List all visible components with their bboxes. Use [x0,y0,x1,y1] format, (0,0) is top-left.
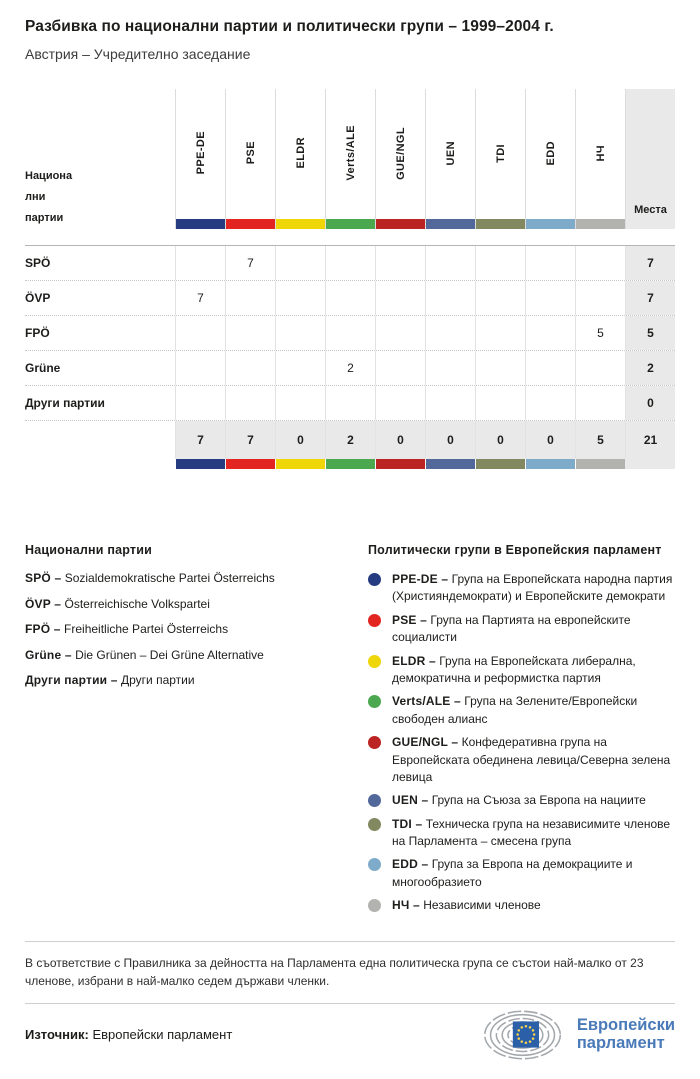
totals-seats-cell: 21 [625,421,675,459]
value-cell [425,281,475,315]
value-cell: 7 [225,246,275,280]
strip-seats-cell [625,459,675,469]
column-color-bar [326,219,375,229]
value-cell [175,246,225,280]
strip-color-cell [175,459,225,469]
national-party-abbr: Grüne – [25,647,72,662]
strip-color-cell [475,459,525,469]
national-party-name: Österreichische Volkspartei [64,596,210,611]
column-header-label: PPE-DE [194,131,207,175]
row-header-line: Национа [25,170,73,182]
group-name: Техническа група на независимите членове на Парламента – смесена група [392,816,671,849]
value-cell [275,246,325,280]
column-header [175,89,225,229]
group-abbr: НЧ – [392,898,420,913]
value-cell [425,386,475,420]
value-cell [475,281,525,315]
group-name: Група на Европейската народна партия (Християндемократи) и Европейските демократи [392,572,673,604]
party-name-cell: FPÖ [25,326,50,340]
table-totals-row [25,420,675,459]
political-group-item [368,792,675,809]
seats-column-header [625,89,675,229]
political-group-item [368,856,675,891]
strip-color-cell [325,459,375,469]
value-cell [175,351,225,385]
value-cell [525,351,575,385]
totals-value-cell: 2 [325,421,375,459]
group-description [392,693,675,728]
value-cell [475,386,525,420]
national-parties-legend [25,543,368,921]
column-header-label: UEN [444,140,457,166]
source-value: Европейски парламент [92,1027,233,1043]
value-cell: 5 [575,316,625,350]
column-header-label-wrap [526,89,575,217]
column-color-bar [476,219,525,229]
column-header-label-wrap [576,89,625,217]
national-party-item [25,597,368,613]
value-cell [375,386,425,420]
column-header [425,89,475,229]
value-cell [275,351,325,385]
political-group-item [368,816,675,851]
strip-color-cell [275,459,325,469]
value-cell [525,246,575,280]
page-title: Разбивка по национални партии и политически групи – 1999–2004 г. [25,18,554,35]
value-cell: 2 [325,351,375,385]
totals-value-cell: 0 [375,421,425,459]
totals-value-cell: 0 [525,421,575,459]
group-color-dot [368,794,381,807]
seats-cell: 7 [625,246,675,280]
value-cell [425,316,475,350]
totals-value-cell: 0 [475,421,525,459]
column-header-label: EDD [544,140,557,166]
value-cell [275,316,325,350]
legends-section [25,543,675,921]
column-color-bar [576,219,625,229]
column-header-label: ELDR [294,137,307,169]
national-party-item [25,648,368,664]
value-cell [175,316,225,350]
group-description [392,792,646,809]
table-body [25,246,675,420]
group-color-dot [368,899,381,912]
value-cell [375,281,425,315]
column-header [575,89,625,229]
value-cell [475,246,525,280]
seats-cell: 2 [625,351,675,385]
value-cell [275,386,325,420]
seats-cell: 5 [625,316,675,350]
value-cell: 7 [175,281,225,315]
seats-header-label: Места [634,204,667,216]
table-header-row [25,89,675,246]
value-cell [475,316,525,350]
group-abbr: PPE-DE – [392,572,449,586]
column-header-label-wrap [376,89,425,217]
group-color-dot [368,858,381,871]
seats-cell: 7 [625,281,675,315]
european-parliament-logo [477,1008,675,1062]
group-abbr: Verts/ALE – [392,694,461,709]
column-color-bar [276,219,325,229]
group-abbr: UEN – [392,793,429,808]
totals-value-cell: 0 [425,421,475,459]
hemicycle-icon [477,1008,569,1062]
totals-value-cell: 0 [275,421,325,459]
row-header-line: лни [25,191,46,203]
column-header-label-wrap [226,89,275,217]
row-header-line: партии [25,212,64,224]
group-description [392,816,675,851]
value-cell [525,281,575,315]
national-party-name: Freiheitliche Partei Österreichs [64,622,229,637]
value-cell [425,246,475,280]
group-name: Група на Европейската либерална, демократична и реформистка партия [392,653,636,685]
seats-table [25,89,675,469]
column-header [525,89,575,229]
party-name-cell: Grüne [25,361,61,375]
value-cell [375,316,425,350]
table-row-header [25,89,175,245]
national-party-name: Sozialdemokratische Partei Österreichs [64,571,275,585]
group-description [392,856,675,891]
strip-color-cell [525,459,575,469]
party-name-cell: Други партии [25,396,105,410]
source-row [25,1008,675,1062]
value-cell [575,281,625,315]
group-name: Независими членове [423,898,541,913]
group-abbr: PSE – [392,612,428,627]
group-color-dot [368,736,381,749]
national-party-abbr: SPÖ – [25,571,62,585]
column-color-bar [376,219,425,229]
political-group-item [368,734,675,786]
strip-color-cell [225,459,275,469]
group-name: Група за Европа на демокрациите и многообразието [392,857,633,889]
value-cell [525,386,575,420]
column-header-label-wrap [426,89,475,217]
national-party-abbr: ÖVP – [25,596,62,611]
group-color-dot [368,695,381,708]
table-row [25,385,675,420]
group-description [392,734,675,786]
party-name-cell: ÖVP [25,291,51,305]
group-color-dot [368,655,381,668]
logo-line-1: Европейски [576,1016,675,1035]
value-cell [175,386,225,420]
column-header-label-wrap [176,89,225,217]
source-line [25,1027,232,1042]
column-header-label-wrap [326,89,375,217]
value-cell [575,386,625,420]
value-cell [475,351,525,385]
column-color-bar [526,219,575,229]
strip-color-cell [375,459,425,469]
value-cell [325,386,375,420]
seats-cell: 0 [625,386,675,420]
national-party-item [25,571,368,587]
group-color-dot [368,614,381,627]
value-cell [225,386,275,420]
column-header [475,89,525,229]
column-header-label-wrap [476,89,525,217]
footer [25,941,675,1062]
political-group-item [368,571,675,606]
national-party-item [25,673,368,689]
value-cell [225,316,275,350]
value-cell [425,351,475,385]
national-parties-heading: Национални партии [25,543,152,557]
totals-value-cell: 7 [225,421,275,459]
table-row [25,315,675,350]
column-header-label: TDI [494,143,507,163]
political-group-item [368,897,675,914]
value-cell [325,316,375,350]
totals-value-cell: 7 [175,421,225,459]
political-groups-list [368,571,675,915]
table-row [25,246,675,280]
value-cell [325,246,375,280]
value-cell [525,316,575,350]
column-header [225,89,275,229]
column-header-label: PSE [244,141,257,165]
totals-label-cell [25,421,175,459]
political-group-item [368,693,675,728]
column-color-bar [426,219,475,229]
value-cell [375,246,425,280]
column-color-bar [226,219,275,229]
group-abbr: EDD – [392,857,429,872]
column-header [325,89,375,229]
party-name-cell: SPÖ [25,256,51,270]
group-description [392,897,541,914]
strip-color-cell [425,459,475,469]
political-groups-heading: Политически групи в Европейския парламент [368,543,662,557]
national-party-abbr: Други партии – [25,673,118,688]
source-label: Източник: [25,1027,89,1043]
national-party-item [25,622,368,638]
value-cell [225,281,275,315]
group-description [392,653,675,688]
column-header-label: Verts/ALE [344,125,357,181]
logo-line-2: парламент [576,1033,665,1052]
column-header [275,89,325,229]
group-name: Група на Зелените/Европейски свободен алианс [392,694,638,726]
logo-wordmark [577,1017,675,1053]
political-group-item [368,653,675,688]
strip-spacer [25,459,175,469]
national-party-name: Други партии [120,673,195,688]
table-row [25,280,675,315]
table-row [25,350,675,385]
group-color-dot [368,818,381,831]
political-groups-legend [368,543,675,921]
strip-color-cell [575,459,625,469]
national-party-name: Die Grünen – Dei Grüne Alternative [75,647,264,662]
national-party-abbr: FPÖ – [25,622,61,637]
column-header [375,89,425,229]
group-name: Група на Съюза за Европа на нациите [431,793,646,808]
footnote-text: В съответствие с Правилника за дейността на Парламента една политическа група се състои най-малко от 23 членове, избрани в най-малко седем държави членки. [25,955,644,989]
group-abbr: ELDR – [392,653,436,668]
group-name: Конфедеративна група на Европейската обединена левица/Северна зелена левица [392,735,671,784]
value-cell [575,246,625,280]
group-description [392,612,675,647]
political-group-item [368,612,675,647]
group-abbr: TDI – [392,816,423,831]
group-description [392,571,675,606]
totals-value-cell: 5 [575,421,625,459]
value-cell [275,281,325,315]
column-header-label-wrap [276,89,325,217]
value-cell [575,351,625,385]
column-header-label: GUE/NGL [394,126,407,180]
group-name: Група на Партията на европейските социалисти [392,612,631,645]
table-color-strip [25,459,675,469]
value-cell [225,351,275,385]
group-abbr: GUE/NGL – [392,735,459,750]
value-cell [325,281,375,315]
footer-divider-bottom [25,1003,675,1004]
page-subtitle: Австрия – Учредително заседание [25,46,251,62]
national-parties-list [25,571,368,689]
value-cell [375,351,425,385]
column-color-bar [176,219,225,229]
group-color-dot [368,573,381,586]
column-header-label: НЧ [594,144,607,162]
